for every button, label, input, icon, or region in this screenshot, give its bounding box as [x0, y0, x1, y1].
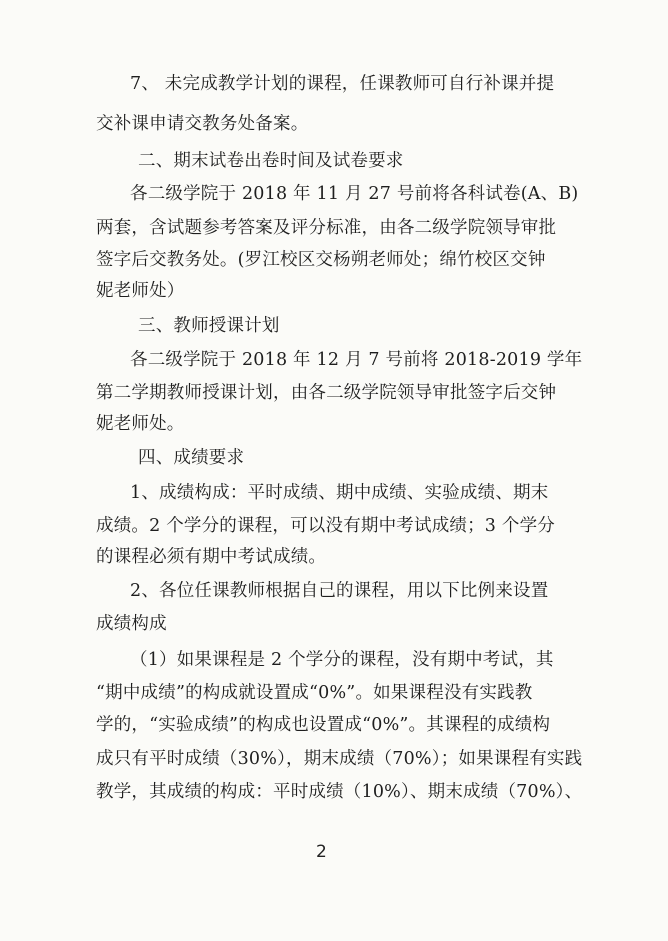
paragraph-line: 第二学期教师授课计划，由各二级学院领导审批签字后交钟	[96, 383, 557, 403]
paragraph-line: 教学，其成绩的构成：平时成绩（10%）、期末成绩（70%）、	[96, 782, 583, 802]
paragraph-line: “期中成绩”的构成就设置成“0%”。如果课程没有实践教	[96, 683, 533, 703]
paragraph-line: 妮老师处）	[96, 281, 185, 301]
paragraph-line: 签字后交教务处。(罗江校区交杨朔老师处；绵竹校区交钟	[96, 250, 546, 270]
paragraph-line: 学的，“实验成绩”的构成也设置成“0%”。其课程的成绩构	[96, 715, 551, 735]
page-number: 2	[316, 842, 327, 862]
paragraph-line: 1、成绩构成：平时成绩、期中成绩、实验成绩、期末	[130, 483, 549, 503]
paragraph-line: 的课程必须有期中考试成绩。	[96, 547, 327, 567]
paragraph-line: 成绩。2 个学分的课程，可以没有期中考试成绩；3 个学分	[96, 516, 555, 536]
paragraph-line: 成绩构成	[96, 614, 167, 634]
section-heading: 二、期末试卷出卷时间及试卷要求	[138, 151, 404, 171]
paragraph-line: 各二级学院于 2018 年 12 月 7 号前将 2018-2019 学年	[130, 350, 583, 370]
paragraph-line: 两套，含试题参考答案及评分标准，由各二级学院领导审批	[96, 218, 557, 238]
section-heading: 三、教师授课计划	[138, 316, 280, 336]
paragraph-line: （1）如果课程是 2 个学分的课程，没有期中考试，其	[130, 650, 554, 670]
paragraph-line: 各二级学院于 2018 年 11 月 27 号前将各科试卷(A、B)	[130, 184, 579, 204]
section-heading: 四、成绩要求	[138, 448, 245, 468]
paragraph-line: 妮老师处。	[96, 414, 185, 434]
paragraph-line: 2、各位任课教师根据自己的课程，用以下比例来设置	[130, 581, 549, 601]
paragraph-line: 7、 未完成教学计划的课程，任课教师可自行补课并提	[130, 74, 555, 94]
paragraph-line: 交补课申请交教务处备案。	[96, 114, 309, 134]
paragraph-line: 成只有平时成绩（30%），期末成绩（70%）；如果课程有实践	[96, 749, 583, 769]
